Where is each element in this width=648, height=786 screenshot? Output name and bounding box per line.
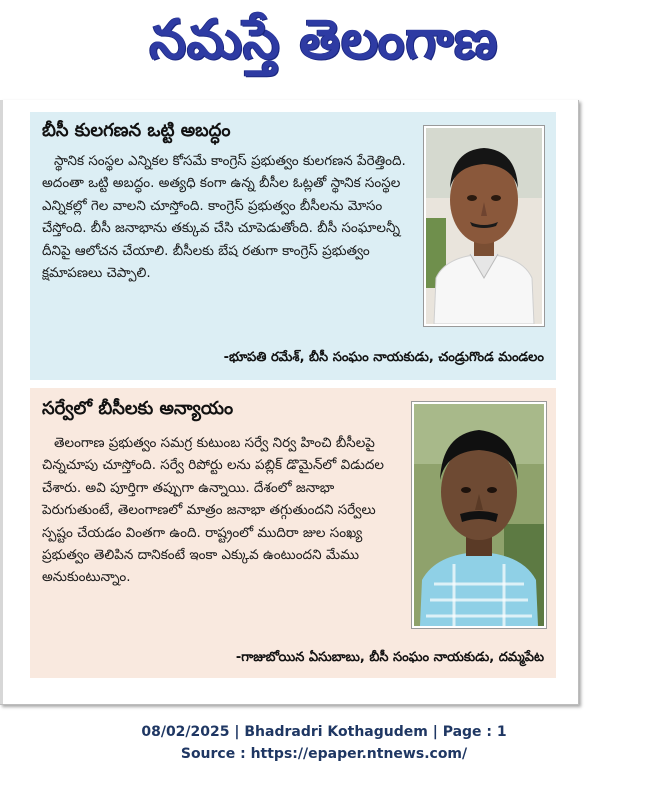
story-box-1 <box>30 112 556 380</box>
story-2-person-photo <box>412 402 546 628</box>
story-1-body-text: స్థానిక సంస్థల ఎన్నికల కోసమే కాంగ్రెస్ ప్రభుత్వం కులగణన పేరెత్తింది. అదంతా ఒట్టి అబద్ధం. అత్యధి కంగా ఉన్న బీసీల ఓట్లతో స్థానిక సంస్థల ఎన్నికల్లో గెల వాలని చూస్తోంది. కాంగ్రెస్ ప్రభుత్వం బీసీలను మోసం చేస్తోంది. బీసీ జనాభాను తక్కువ చేసి చూపెడుతోంది. బీసీ సంఘాలన్నీ దీనిపై ఆలోచన చేయాలి. బీసీలకు బేష రతుగా కాంగ్రెస్ ప్రభుత్వం క్షమాపణలు చెప్పాలి. <box>42 153 406 282</box>
story-2-headline: సర్వేలో బీసీలకు అన్యాయం <box>42 398 234 419</box>
newspaper-logo-title: నమస్తే తెలంగాణ <box>149 8 499 72</box>
story-1-headline: బీసీ కులగణన ఒట్టి అబద్ధం <box>42 120 231 141</box>
person-photo-icon <box>426 128 542 324</box>
story-1-byline: -భూపతి రమేశ్, బీసీ సంఘం నాయకుడు, చండ్రుగొండ మండలం <box>223 350 544 365</box>
masthead <box>0 0 648 80</box>
clipping-edge <box>0 100 3 704</box>
story-1-person-photo <box>424 126 544 326</box>
footer-edition-info: 08/02/2025 | Bhadradri Kothagudem | Page : 1 <box>141 724 507 740</box>
story-2-body <box>42 432 404 589</box>
footer-source: Source : https://epaper.ntnews.com/ <box>180 746 468 762</box>
story-2-body-text: తెలంగాణ ప్రభుత్వం సమగ్ర కుటుంబ సర్వే నిర్వ హించి బీసీలపై చిన్నచూపు చూస్తోంది. సర్వే రిపోర్టు లను పబ్లిక్ డొమైన్‌లో విడుదల చేశారు. అవి పూర్తిగా తప్పుగా ఉన్నాయి. దేశంలో జనాభా పెరుగుతుంటే, తెలంగాణలో మాత్రం జనాభా తగ్గుతుందని సర్వేలు స్పష్టం చేయడం వింతగా ఉంది. రాష్ట్రంలో ముదిరా జుల సంఖ్య ప్రభుత్వం తెలిపిన దానికంటే ఇంకా ఎక్కువ ఉంటుందని మేము అనుకుంటున్నాం. <box>42 435 384 586</box>
story-2-byline: -గాజుబోయిన ఏసుబాబు, బీసీ సంఘం నాయకుడు, దమ్మపేట <box>235 650 544 665</box>
story-1-body <box>42 150 420 284</box>
person-photo-icon <box>414 404 544 626</box>
story-box-2 <box>30 388 556 678</box>
